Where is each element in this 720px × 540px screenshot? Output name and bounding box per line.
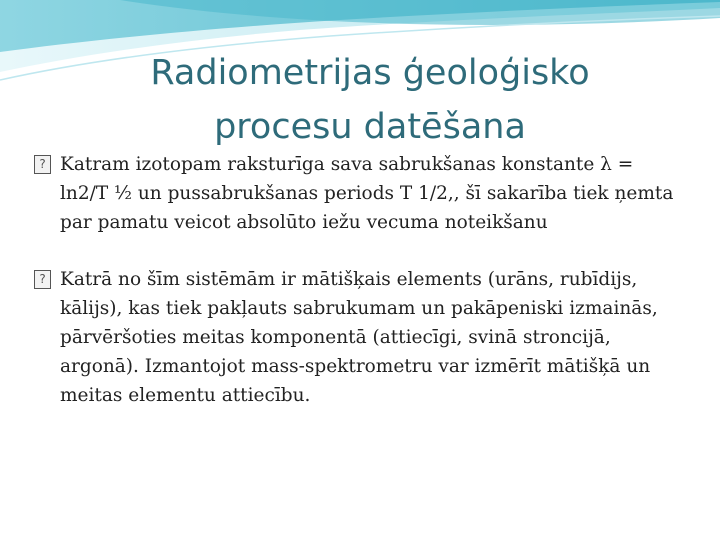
missing-glyph-box-icon: ?: [34, 155, 51, 174]
title-line-1: Radiometrijas ģeoloģisko: [150, 53, 590, 93]
slide-title: [60, 46, 680, 154]
paragraph-1: [34, 150, 684, 237]
slide-body: [34, 150, 684, 438]
title-line-2: procesu datēšana: [214, 107, 526, 147]
paragraph-2: [34, 265, 684, 410]
paragraph-2-text: Katrā no šīm sistēmām ir mātišķais elements (urāns, rubīdijs, kālijs), kas tiek pakļauts sabrukumam un pakāpeniski izmainās, pārvēršoties meitas komponentā (attiecīgi, svinā stroncijā, argonā). Izmantojot mass-spektrometru var izmērīt mātišķā un meitas elementu attiecību.: [60, 269, 658, 406]
paragraph-1-text: Katram izotopam raksturīga sava sabrukšanas konstante λ = ln2/T ½ un pussabrukšanas periods T 1/2,, šī sakarība tiek ņemta par pamatu veicot absolūto iežu vecuma noteikšanu: [60, 154, 674, 233]
missing-glyph-box-icon: ?: [34, 270, 51, 289]
